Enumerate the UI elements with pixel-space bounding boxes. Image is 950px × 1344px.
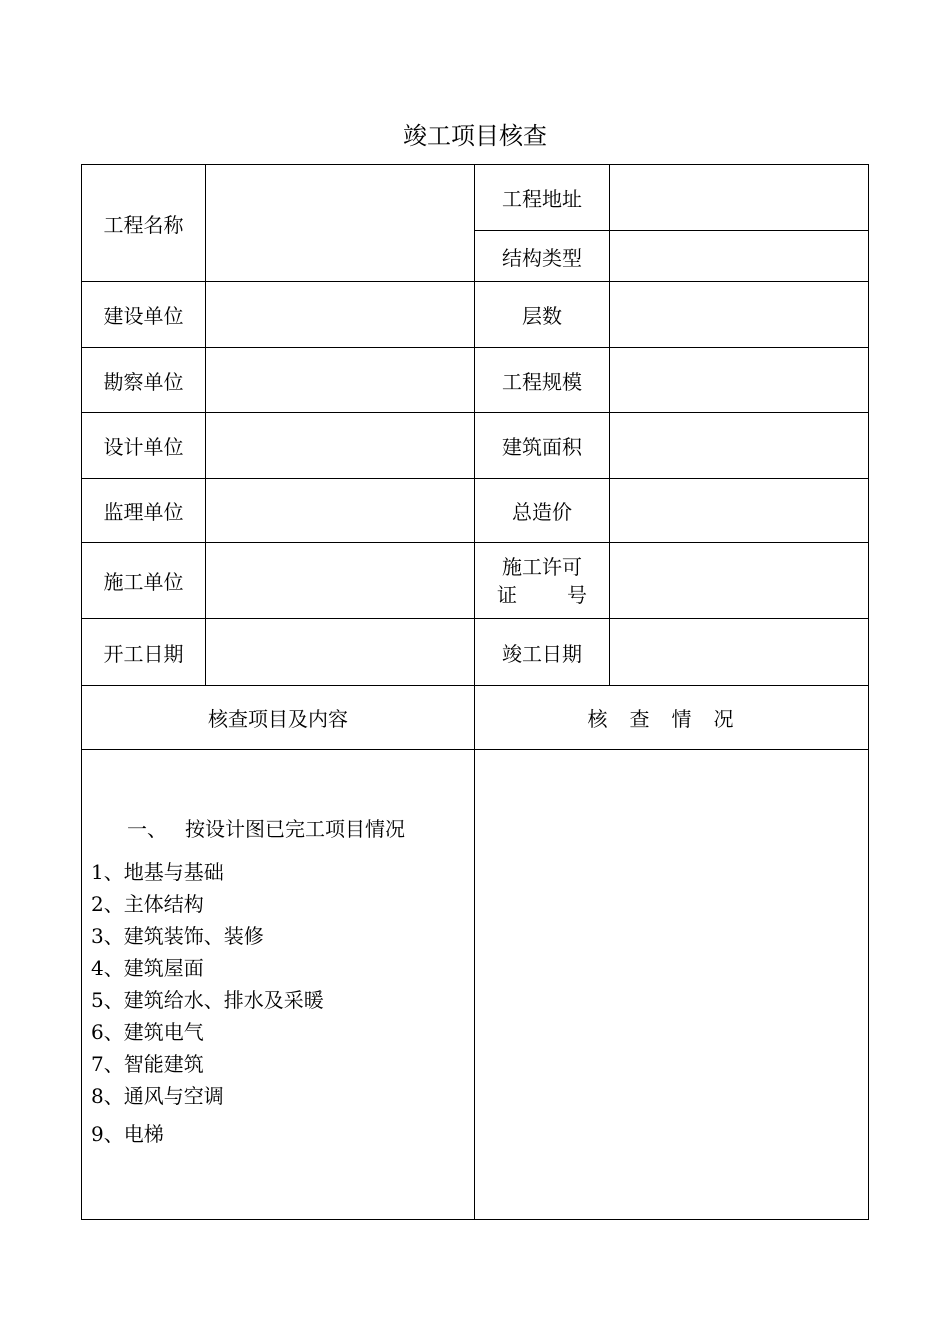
value-structure-type[interactable] [610, 231, 869, 282]
permit-char-a: 证 [497, 582, 517, 607]
value-survey-unit[interactable] [206, 348, 475, 413]
value-total-cost[interactable] [610, 479, 869, 543]
list-item: 2、主体结构 [91, 892, 204, 916]
section-number: 一、 [127, 817, 167, 841]
label-design-unit: 设计单位 [82, 413, 206, 479]
permit-char-b: 号 [567, 582, 587, 607]
value-completion-date[interactable] [610, 619, 869, 686]
value-project-name[interactable] [206, 165, 475, 282]
inspection-status-cell[interactable] [475, 750, 869, 1220]
value-supervision-unit[interactable] [206, 479, 475, 543]
value-project-scale[interactable] [610, 348, 869, 413]
value-construction-permit[interactable] [610, 543, 869, 619]
value-contractor[interactable] [206, 543, 475, 619]
value-floors[interactable] [610, 282, 869, 348]
label-floors: 层数 [475, 282, 610, 348]
header-inspection-items: 核查项目及内容 [82, 686, 475, 750]
list-item: 4、建筑屋面 [91, 956, 204, 980]
list-item: 8、通风与空调 [91, 1084, 224, 1108]
label-start-date: 开工日期 [82, 619, 206, 686]
value-project-address[interactable] [610, 165, 869, 231]
permit-line-2 [475, 581, 609, 609]
value-building-area[interactable] [610, 413, 869, 479]
label-structure-type: 结构类型 [475, 231, 610, 282]
value-start-date[interactable] [206, 619, 475, 686]
section-heading [91, 814, 474, 844]
label-construction-unit: 建设单位 [82, 282, 206, 348]
header-inspection-status: 核查情况 [475, 686, 869, 750]
label-total-cost: 总造价 [475, 479, 610, 543]
list-item: 3、建筑装饰、装修 [91, 924, 264, 948]
section-title: 按设计图已完工项目情况 [185, 817, 405, 841]
list-item: 5、建筑给水、排水及采暖 [91, 988, 324, 1012]
value-construction-unit[interactable] [206, 282, 475, 348]
list-item: 6、建筑电气 [91, 1020, 204, 1044]
inspection-items-cell [82, 750, 475, 1220]
label-project-name: 工程名称 [82, 165, 206, 282]
list-item: 1、地基与基础 [91, 860, 224, 884]
label-contractor: 施工单位 [82, 543, 206, 619]
label-project-address: 工程地址 [475, 165, 610, 231]
label-completion-date: 竣工日期 [475, 619, 610, 686]
list-item: 9、电梯 [91, 1122, 164, 1146]
list-item: 7、智能建筑 [91, 1052, 204, 1076]
label-construction-permit [475, 543, 610, 619]
inspection-items-list [82, 750, 474, 1150]
page-title: 竣工项目核查 [403, 122, 547, 150]
label-project-scale: 工程规模 [475, 348, 610, 413]
label-building-area: 建筑面积 [475, 413, 610, 479]
value-design-unit[interactable] [206, 413, 475, 479]
label-survey-unit: 勘察单位 [82, 348, 206, 413]
inspection-form-table [81, 164, 869, 1220]
permit-line-1: 施工许可 [502, 554, 582, 579]
label-supervision-unit: 监理单位 [82, 479, 206, 543]
